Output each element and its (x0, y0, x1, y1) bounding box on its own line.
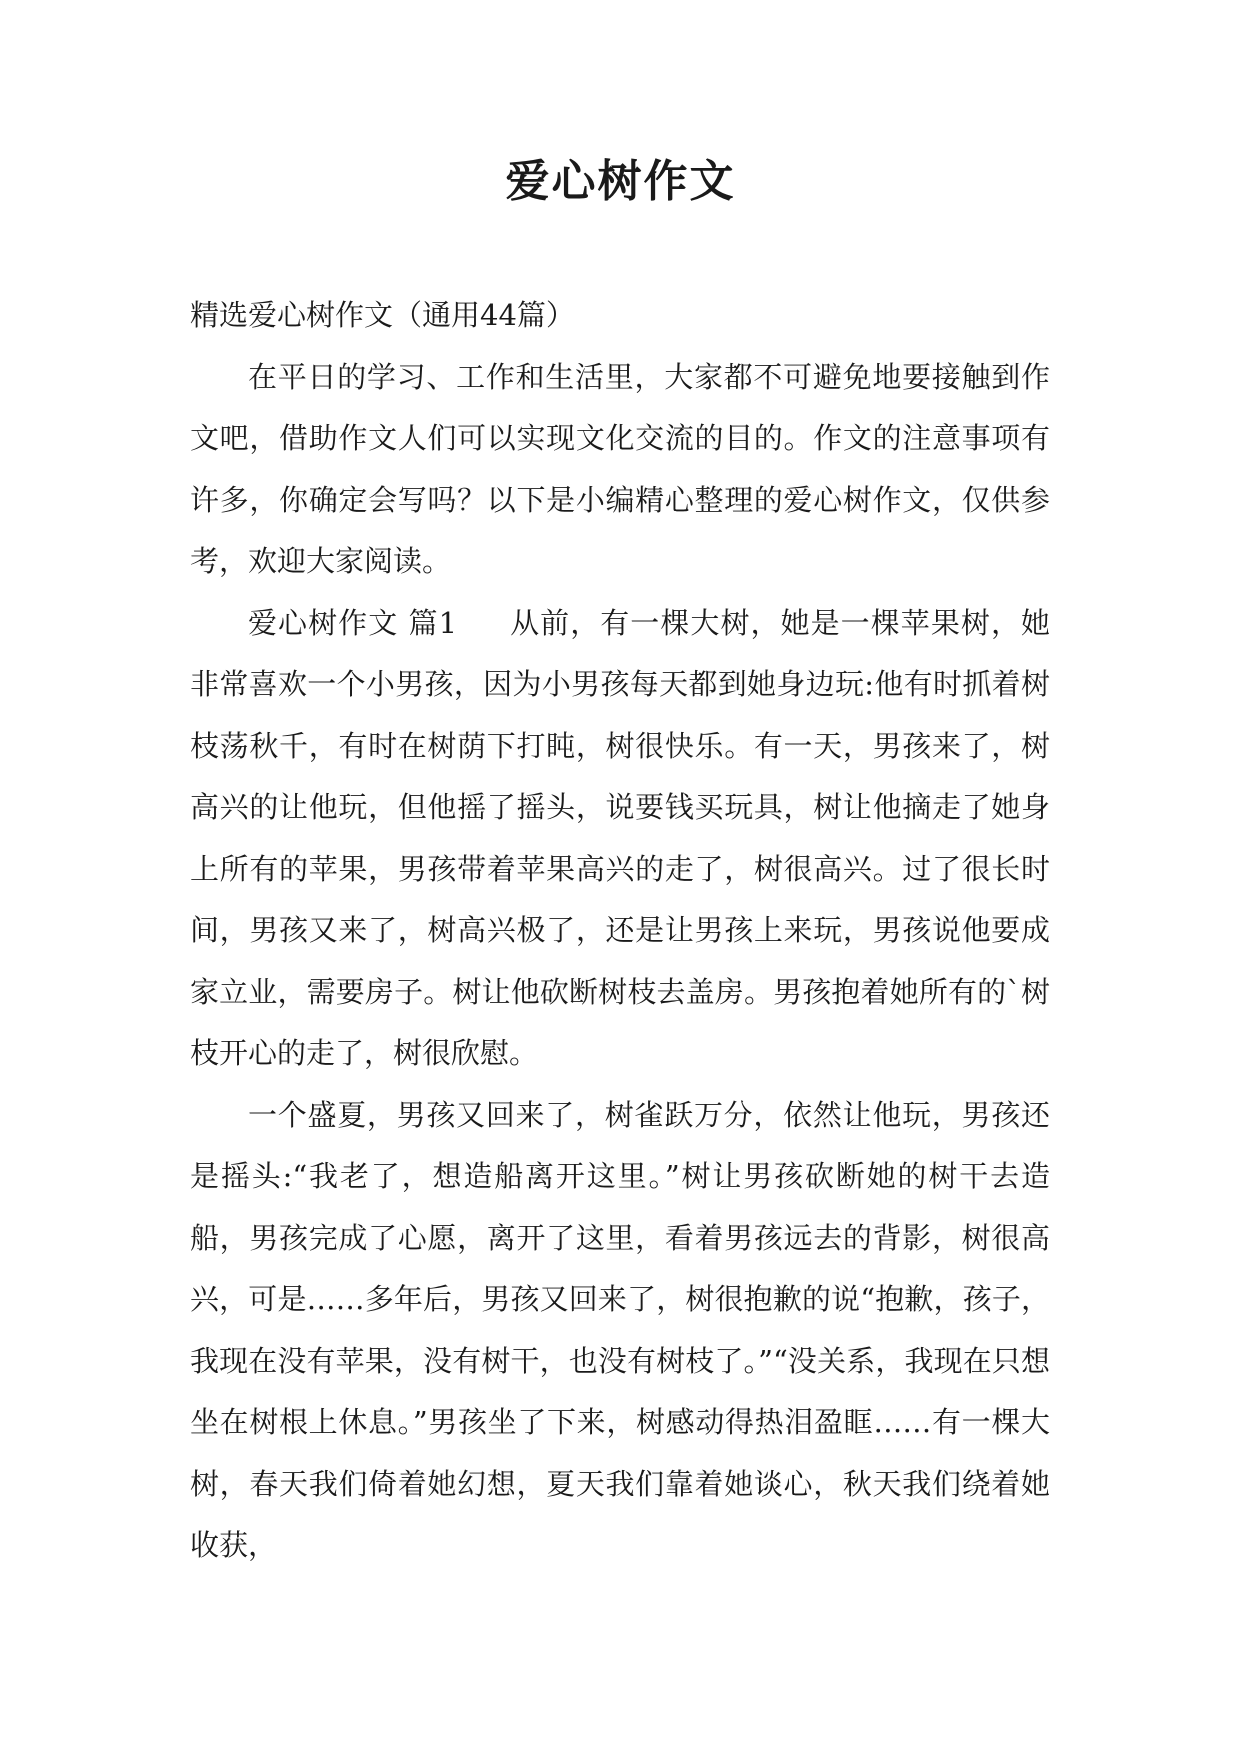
essay1-paragraph-2: 一个盛夏，男孩又回来了，树雀跃万分，依然让他玩，男孩还是摇头:“我老了，想造船离开这里。”树让男孩砍断她的树干去造船，男孩完成了心愿，离开了这里，看着男孩远去的背影，树很高兴，可是……多年后，男孩又回来了，树很抱歉的说“抱歉，孩子，我现在没有苹果，没有树干，也没有树枝了。”“没关系，我现在只想坐在树根上休息。”男孩坐了下来，树感动得热泪盈眶……有一棵大树，春天我们倚着她幻想，夏天我们靠着她谈心，秋天我们绕着她收获， (190, 1097, 1050, 1562)
intro-paragraph: 在平日的学习、工作和生活里，大家都不可避免地要接触到作文吧，借助作文人们可以实现文化交流的目的。作文的注意事项有许多，你确定会写吗？以下是小编精心整理的爱心树作文，仅供参考，欢迎大家阅读。 (190, 359, 1050, 578)
document-title: 爱心树作文 (505, 156, 736, 207)
essay1-paragraph-1 (190, 593, 1050, 1085)
essay1-heading: 爱心树作文 篇1 (248, 605, 458, 640)
document-body (190, 285, 1050, 1577)
essay1-paragraph-1-text: 从前，有一棵大树，她是一棵苹果树，她非常喜欢一个小男孩，因为小男孩每天都到她身边玩:他有时抓着树枝荡秋千，有时在树荫下打盹，树很快乐。有一天，男孩来了，树高兴的让他玩，但他摇了摇头，说要钱买玩具，树让他摘走了她身上所有的苹果，男孩带着苹果高兴的走了，树很高兴。过了很长时间，男孩又来了，树高兴极了，还是让男孩上来玩，男孩说他要成家立业，需要房子。树让他砍断树枝去盖房。男孩抱着她所有的`树枝开心的走了，树很欣慰。 (190, 605, 1050, 1070)
document-subtitle: 精选爱心树作文（通用44篇） (190, 298, 575, 332)
